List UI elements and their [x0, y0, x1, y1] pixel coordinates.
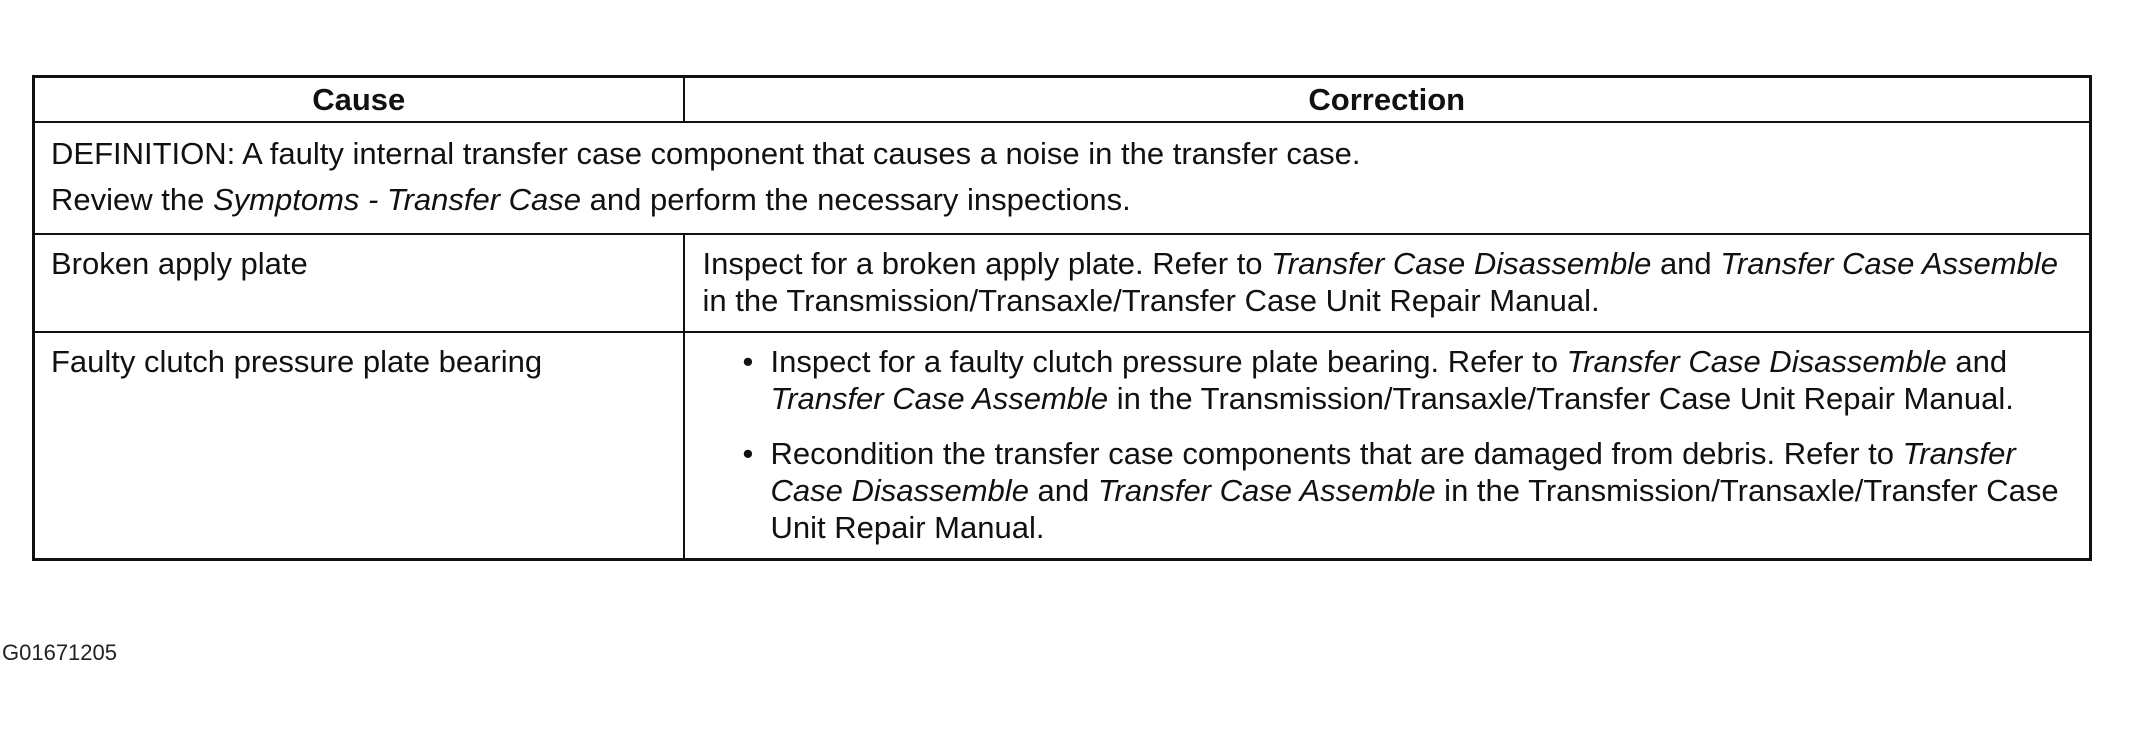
- correction-text: Inspect for a broken apply plate. Refer to: [702, 246, 1272, 281]
- correction-text: Recondition the transfer case components that are damaged from debris. Refer to: [770, 436, 1903, 471]
- correction-bullet-list: [703, 343, 2072, 546]
- correction-text: and: [1651, 246, 1721, 281]
- cause-cell: Broken apply plate: [34, 234, 684, 332]
- diagnostic-table: [32, 75, 2092, 561]
- correction-cell: [684, 332, 2091, 560]
- review-text-post: and perform the necessary inspections.: [581, 182, 1131, 217]
- definition-cell: [34, 122, 2091, 234]
- symptoms-reference: Symptoms - Transfer Case: [212, 182, 582, 217]
- correction-text: and: [1028, 473, 1098, 508]
- bullet-icon: •: [742, 436, 754, 471]
- table-row: [34, 234, 2091, 332]
- list-item: [743, 343, 2072, 417]
- assemble-reference: Transfer Case Assemble: [1720, 246, 2058, 281]
- correction-text: in the Transmission/Transaxle/Transfer Case Unit Repair Manual.: [1108, 381, 2014, 416]
- assemble-reference: Transfer Case Assemble: [1097, 473, 1436, 508]
- correction-text: and: [1946, 344, 2008, 379]
- cause-header: Cause: [34, 77, 684, 123]
- correction-header: Correction: [684, 77, 2091, 123]
- definition-row: [34, 122, 2091, 234]
- table-header-row: [34, 77, 2091, 123]
- cause-cell: Faulty clutch pressure plate bearing: [34, 332, 684, 560]
- correction-cell: [684, 234, 2091, 332]
- review-text: [51, 177, 2073, 223]
- disassemble-reference: Transfer Case Disassemble: [770, 436, 2016, 508]
- assemble-reference: Transfer Case Assemble: [770, 381, 1109, 416]
- correction-text: Inspect for a faulty clutch pressure plate bearing. Refer to: [770, 344, 1567, 379]
- table-row: [34, 332, 2091, 560]
- review-text-pre: Review the: [51, 182, 213, 217]
- disassemble-reference: Transfer Case Disassemble: [1566, 344, 1947, 379]
- figure-id: G01671205: [2, 640, 117, 665]
- correction-text: in the Transmission/Transaxle/Transfer Case Unit Repair Manual.: [702, 283, 1600, 318]
- definition-text: DEFINITION: A faulty internal transfer case component that causes a noise in the transfer case.: [51, 136, 1361, 171]
- list-item: [743, 435, 2072, 546]
- disassemble-reference: Transfer Case Disassemble: [1271, 246, 1652, 281]
- correction-text: in the Transmission/Transaxle/Transfer Case Unit Repair Manual.: [770, 473, 2059, 545]
- bullet-icon: •: [742, 344, 754, 379]
